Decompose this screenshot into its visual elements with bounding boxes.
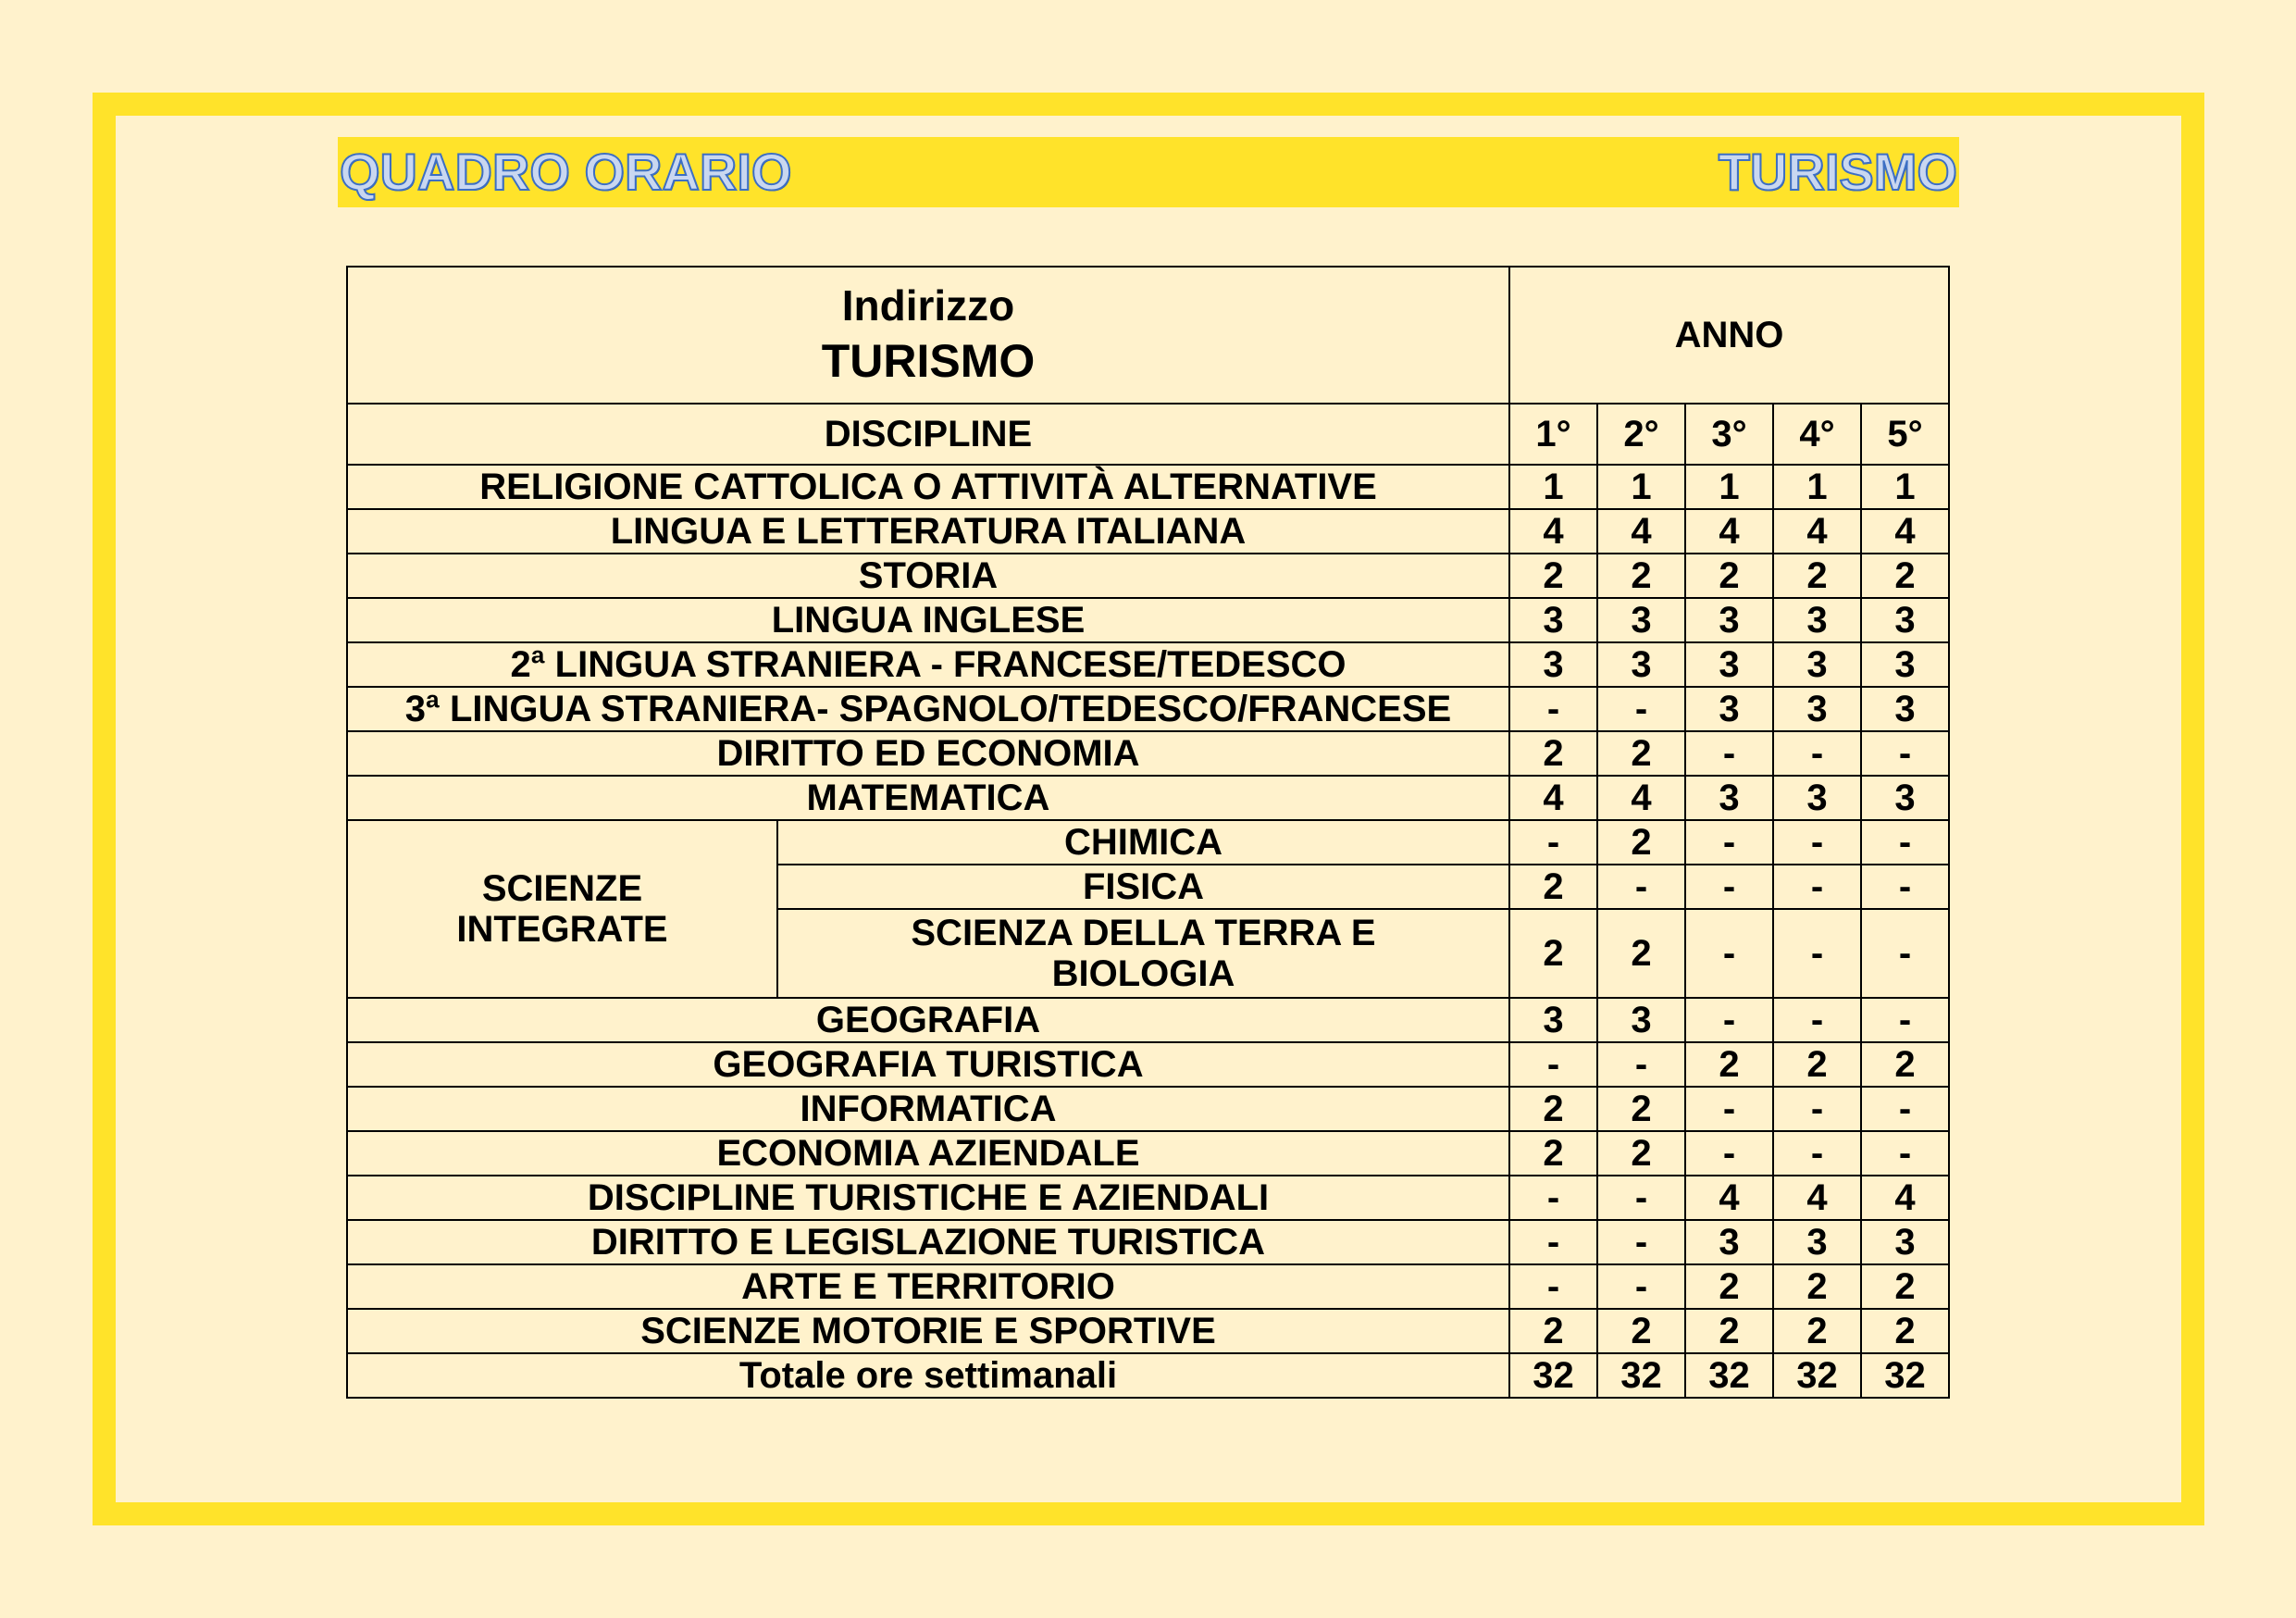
- hours-cell: 4: [1597, 509, 1685, 554]
- year-header: 1°: [1509, 404, 1597, 465]
- hours-cell: -: [1685, 820, 1773, 865]
- hours-cell: 4: [1773, 1176, 1861, 1220]
- hours-cell: -: [1685, 998, 1773, 1042]
- hours-cell: 2: [1509, 865, 1597, 909]
- table-row: [347, 509, 1949, 554]
- total-group: [347, 1353, 1949, 1398]
- subject-name: RELIGIONE CATTOLICA O ATTIVITÀ ALTERNATIVE: [347, 465, 1509, 509]
- hours-cell: 3: [1685, 687, 1773, 731]
- table-row: [347, 465, 1949, 509]
- subject-name: CHIMICA: [777, 820, 1509, 865]
- hours-cell: -: [1773, 865, 1861, 909]
- hours-cell: -: [1861, 909, 1949, 998]
- hours-cell: 3: [1597, 598, 1685, 642]
- hours-cell: 2: [1509, 1309, 1597, 1353]
- header-row: [347, 267, 1949, 404]
- hours-cell: -: [1685, 1087, 1773, 1131]
- subject-name: GEOGRAFIA TURISTICA: [347, 1042, 1509, 1087]
- hours-cell: -: [1509, 1176, 1597, 1220]
- hours-cell: -: [1597, 1042, 1685, 1087]
- hours-cell: 3: [1773, 642, 1861, 687]
- hours-cell: -: [1773, 731, 1861, 776]
- hours-cell: -: [1861, 731, 1949, 776]
- subject-name: LINGUA E LETTERATURA ITALIANA: [347, 509, 1509, 554]
- table-row: [347, 554, 1949, 598]
- subject-name: ARTE E TERRITORIO: [347, 1264, 1509, 1309]
- hours-cell: -: [1685, 909, 1773, 998]
- hours-cell: 2: [1861, 1264, 1949, 1309]
- hours-cell: 3: [1773, 687, 1861, 731]
- page-title: QUADRO ORARIO: [340, 143, 792, 201]
- hours-cell: -: [1861, 1087, 1949, 1131]
- subject-line2: BIOLOGIA: [1051, 953, 1235, 994]
- table-row: [347, 642, 1949, 687]
- hours-cell: 2: [1509, 554, 1597, 598]
- hours-cell: -: [1861, 1131, 1949, 1176]
- hours-cell: -: [1597, 687, 1685, 731]
- hours-cell: -: [1509, 687, 1597, 731]
- total-label: Totale ore settimanali: [347, 1353, 1509, 1398]
- subjects-group-1: [347, 465, 1949, 820]
- total-cell: 32: [1685, 1353, 1773, 1398]
- hours-cell: 3: [1773, 598, 1861, 642]
- table-row: [347, 731, 1949, 776]
- hours-cell: 1: [1509, 465, 1597, 509]
- hours-cell: 4: [1773, 509, 1861, 554]
- subject-name: STORIA: [347, 554, 1509, 598]
- hours-cell: -: [1597, 1264, 1685, 1309]
- indirizzo-label: Indirizzo: [841, 281, 1015, 330]
- hours-cell: 2: [1597, 1131, 1685, 1176]
- hours-cell: -: [1861, 865, 1949, 909]
- discipline-header: DISCIPLINE: [347, 404, 1509, 465]
- table-row: [347, 687, 1949, 731]
- subject-name: GEOGRAFIA: [347, 998, 1509, 1042]
- hours-cell: 2: [1685, 1042, 1773, 1087]
- hours-cell: -: [1509, 820, 1597, 865]
- table-row: [347, 776, 1949, 820]
- scienze-label-line2: INTEGRATE: [456, 909, 668, 950]
- hours-cell: 3: [1685, 1220, 1773, 1264]
- subject-name: MATEMATICA: [347, 776, 1509, 820]
- subject-name: INFORMATICA: [347, 1087, 1509, 1131]
- subject-name: 2ª LINGUA STRANIERA - FRANCESE/TEDESCO: [347, 642, 1509, 687]
- year-header: 4°: [1773, 404, 1861, 465]
- table-row: [347, 1220, 1949, 1264]
- year-header: 3°: [1685, 404, 1773, 465]
- hours-cell: 1: [1685, 465, 1773, 509]
- hours-cell: 3: [1509, 642, 1597, 687]
- hours-cell: 1: [1597, 465, 1685, 509]
- hours-cell: 4: [1509, 776, 1597, 820]
- indirizzo-cell: [347, 267, 1509, 404]
- hours-cell: 4: [1861, 509, 1949, 554]
- hours-cell: 2: [1509, 731, 1597, 776]
- hours-cell: 4: [1597, 776, 1685, 820]
- table-row: [347, 998, 1949, 1042]
- scienze-integrate-group: [347, 820, 1949, 998]
- hours-cell: 3: [1773, 1220, 1861, 1264]
- hours-cell: 2: [1861, 1042, 1949, 1087]
- hours-cell: -: [1773, 1131, 1861, 1176]
- subject-name: 3ª LINGUA STRANIERA- SPAGNOLO/TEDESCO/FRANCESE: [347, 687, 1509, 731]
- year-header: 2°: [1597, 404, 1685, 465]
- scienze-label-line1: SCIENZE: [481, 868, 643, 909]
- table-row: [347, 1131, 1949, 1176]
- hours-cell: 4: [1685, 509, 1773, 554]
- total-cell: 32: [1597, 1353, 1685, 1398]
- hours-cell: -: [1685, 731, 1773, 776]
- hours-cell: 3: [1861, 598, 1949, 642]
- timetable: [346, 266, 1950, 1399]
- hours-cell: 2: [1773, 1309, 1861, 1353]
- table-row: [347, 1264, 1949, 1309]
- subject-name: ECONOMIA AZIENDALE: [347, 1131, 1509, 1176]
- hours-cell: 3: [1597, 998, 1685, 1042]
- course-title: TURISMO: [1718, 143, 1957, 201]
- scienze-integrate-label: [347, 820, 777, 998]
- hours-cell: 3: [1861, 687, 1949, 731]
- hours-cell: 3: [1861, 1220, 1949, 1264]
- hours-cell: 3: [1861, 776, 1949, 820]
- hours-cell: 2: [1597, 820, 1685, 865]
- hours-cell: 3: [1509, 598, 1597, 642]
- hours-cell: -: [1685, 1131, 1773, 1176]
- hours-cell: -: [1773, 1087, 1861, 1131]
- subjects-group-2: [347, 998, 1949, 1353]
- total-row: [347, 1353, 1949, 1398]
- subject-name: DIRITTO ED ECONOMIA: [347, 731, 1509, 776]
- hours-cell: -: [1773, 998, 1861, 1042]
- table-row: [347, 1042, 1949, 1087]
- hours-cell: 2: [1509, 1087, 1597, 1131]
- hours-cell: -: [1773, 909, 1861, 998]
- subject-name: SCIENZE MOTORIE E SPORTIVE: [347, 1309, 1509, 1353]
- hours-cell: 1: [1773, 465, 1861, 509]
- table-row: [347, 1309, 1949, 1353]
- hours-cell: -: [1509, 1220, 1597, 1264]
- year-header: 5°: [1861, 404, 1949, 465]
- discipline-header-row: [347, 404, 1949, 465]
- hours-cell: 2: [1597, 731, 1685, 776]
- hours-cell: 2: [1685, 1264, 1773, 1309]
- hours-cell: 2: [1509, 909, 1597, 998]
- table-row: [347, 598, 1949, 642]
- hours-cell: 2: [1773, 1264, 1861, 1309]
- subject-line1: SCIENZA DELLA TERRA E: [911, 913, 1376, 953]
- hours-cell: 2: [1861, 1309, 1949, 1353]
- hours-cell: 2: [1685, 1309, 1773, 1353]
- hours-cell: 3: [1861, 642, 1949, 687]
- hours-cell: -: [1509, 1264, 1597, 1309]
- hours-cell: 3: [1509, 998, 1597, 1042]
- hours-cell: 3: [1685, 642, 1773, 687]
- hours-cell: 2: [1597, 1309, 1685, 1353]
- hours-cell: -: [1773, 820, 1861, 865]
- hours-cell: 2: [1597, 1087, 1685, 1131]
- hours-cell: 3: [1597, 642, 1685, 687]
- hours-cell: 3: [1685, 598, 1773, 642]
- hours-cell: -: [1861, 820, 1949, 865]
- hours-cell: 2: [1861, 554, 1949, 598]
- hours-cell: 4: [1861, 1176, 1949, 1220]
- indirizzo-value: TURISMO: [821, 335, 1036, 387]
- subject-name: DIRITTO E LEGISLAZIONE TURISTICA: [347, 1220, 1509, 1264]
- hours-cell: 2: [1597, 554, 1685, 598]
- table-row: [347, 820, 1949, 865]
- hours-cell: -: [1861, 998, 1949, 1042]
- hours-cell: 2: [1685, 554, 1773, 598]
- total-cell: 32: [1861, 1353, 1949, 1398]
- hours-cell: 2: [1509, 1131, 1597, 1176]
- subject-name: [777, 909, 1509, 998]
- hours-cell: 2: [1773, 554, 1861, 598]
- subject-name: FISICA: [777, 865, 1509, 909]
- hours-cell: -: [1597, 1176, 1685, 1220]
- table-row: [347, 1176, 1949, 1220]
- subject-name: DISCIPLINE TURISTICHE E AZIENDALI: [347, 1176, 1509, 1220]
- hours-cell: 4: [1685, 1176, 1773, 1220]
- hours-cell: -: [1685, 865, 1773, 909]
- table-row: [347, 1087, 1949, 1131]
- hours-cell: 1: [1861, 465, 1949, 509]
- title-bar: [338, 137, 1959, 207]
- total-cell: 32: [1773, 1353, 1861, 1398]
- hours-cell: 3: [1773, 776, 1861, 820]
- subject-name: LINGUA INGLESE: [347, 598, 1509, 642]
- hours-cell: -: [1597, 1220, 1685, 1264]
- anno-header: ANNO: [1509, 267, 1949, 404]
- hours-cell: 4: [1509, 509, 1597, 554]
- hours-cell: -: [1509, 1042, 1597, 1087]
- hours-cell: 3: [1685, 776, 1773, 820]
- hours-cell: -: [1597, 865, 1685, 909]
- hours-cell: 2: [1597, 909, 1685, 998]
- total-cell: 32: [1509, 1353, 1597, 1398]
- hours-cell: 2: [1773, 1042, 1861, 1087]
